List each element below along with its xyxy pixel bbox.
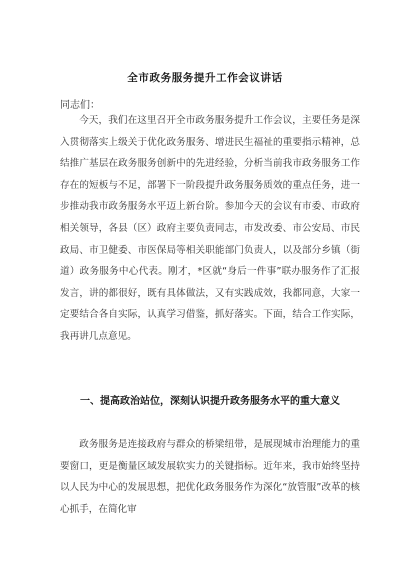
salutation: 同志们： bbox=[60, 100, 100, 111]
document-title: 全市政务服务提升工作会议讲话 bbox=[127, 72, 283, 84]
paragraph-opening: 今天，我们在这里召开全市政务服务提升工作会议，主要任务是深入贯彻落实上级关于优化政务服务、增进民生福祉的重要指示精神，总结推广基层在政务服务创新中的先进经验，分析当前我市政务服务工作存在的短板与不足，部署下一阶段提升政务服务质效的重点任务，进一步推动我市政务服务水平迈上新台阶。参加今天的会议有市委、市政府相关领导，各县（区）政府主要负责同志，市发改委、市公安局、市民政局、市卫健委、市医保局等相关职能部门负责人，以及部分乡镇（街道）政务服务中心代表。刚才，*区就“身后一件事”联办服务作了汇报发言，讲的都很好，既有具体做法，又有实践成效，我都同意，大家一定要结合各自实际，认真学习借鉴，抓好落实。下面，结合工作实际，我再讲几点意见。 bbox=[60, 115, 360, 342]
paragraph-section-1: 政务服务是连接政府与群众的桥梁纽带，是展现城市治理能力的重要窗口，更是衡量区域发展软实力的关键指标。近年来，我市始终坚持以人民为中心的发展思想，把优化政务服务作为深化“放管服”改革的核心抓手，在简化审 bbox=[60, 439, 360, 515]
section-heading-1: 一、提高政治站位，深刻认识提升政务服务水平的重大意义 bbox=[80, 396, 340, 407]
